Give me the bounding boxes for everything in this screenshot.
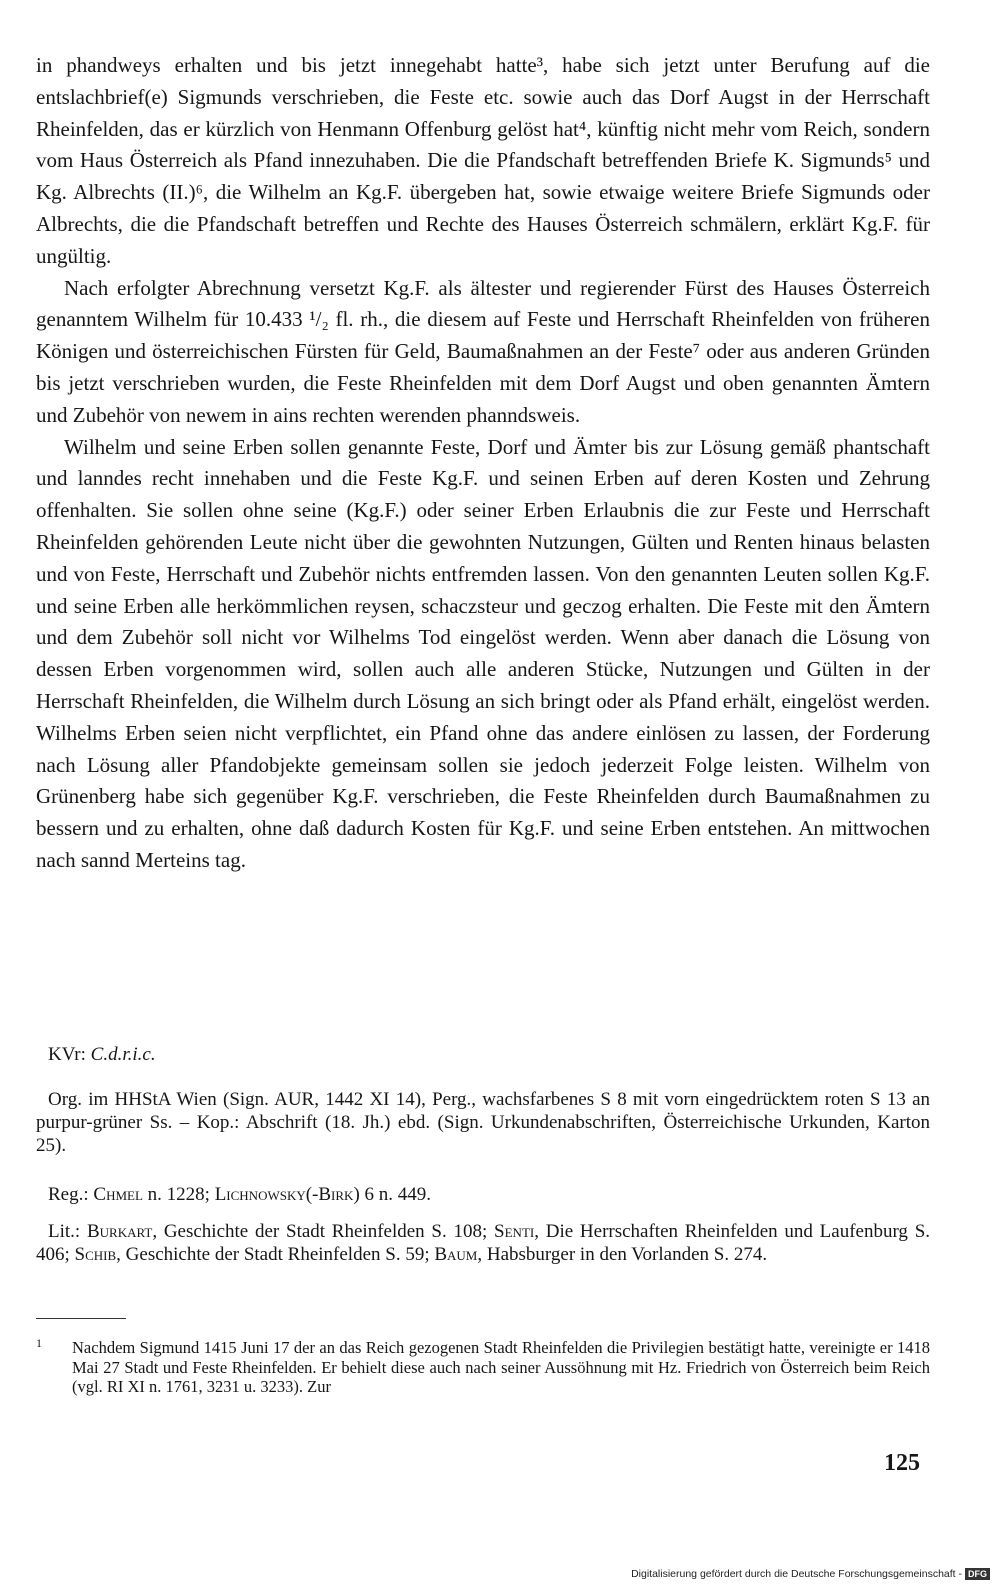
lit-text: , Die Herrschaften Rheinfelden und Laufenburg S. 406;: [36, 1221, 931, 1265]
lit-author: Senti: [494, 1221, 535, 1242]
footnote-1: [36, 1338, 930, 1397]
literature: [36, 1220, 930, 1266]
reg-text: 6 n. 449.: [359, 1184, 432, 1205]
footnote-mark: 1: [36, 1336, 42, 1350]
lit-author: Schib: [74, 1244, 117, 1265]
lit-text: , Geschichte der Stadt Rheinfelden S. 59;: [116, 1244, 435, 1265]
lit-text: , Geschichte der Stadt Rheinfelden S. 108;: [152, 1221, 495, 1242]
kvr-label: KVr:: [48, 1044, 86, 1065]
lit-author: Burkart: [86, 1221, 153, 1242]
lit-text: , Habsburger in den Vorlanden S. 274.: [477, 1244, 768, 1265]
page-number: 125: [884, 1450, 920, 1476]
credit-text: Digitalisierung gefördert durch die Deutsche Forschungsgemeinschaft -: [631, 1568, 962, 1580]
paragraph-3: Wilhelm und seine Erben sollen genannte Feste, Dorf und Ämter bis zur Lösung gemäß phantschaft und lanndes recht innehaben und die Feste Kg.F. und seinen Erben auf deren Kosten und Zehrung offenhalten. Sie sollen ohne seine (Kg.F.) oder seiner Erben Erlaubnis die zur Feste und Herrschaft Rheinfelden gehörenden Leute nicht über die gewohnten Nutzungen, Gülten und Renten hinaus belasten und von Feste, Herrschaft und Zubehör nichts entfremden lassen. Von den genannten Leuten sollen Kg.F. und seine Erben alle herkömmlichen reysen, schaczsteur und geczog erhalten. Die Feste mit den Ämtern und dem Zubehör soll nicht vor Wilhelms Tod eingelöst werden. Wenn aber danach die Lösung von dessen Erben vorgenommen wird, sollen auch alle anderen Stücke, Nutzungen und Gülten in der Herrschaft Rheinfelden, die Wilhelm durch Lösung an sich bringt oder als Pfand erhält, eingelöst werden. Wilhelms Erben seien nicht verpflichtet, ein Pfand ohne das andere einlösen zu lassen, der Forderung nach Lösung aller Pfandobjekte gemeinsam sollen sie jedoch jederzeit Folge leisten. Wilhelm von Grünenberg habe sich gegenüber Kg.F. verschrieben, die Feste Rheinfelden durch Baumaßnahmen zu bessern und zu erhalten, ohne daß dadurch Kosten für Kg.F. und seine Erben entstehen. An mittwochen nach sannd Merteins tag.: [36, 434, 930, 872]
kvr-line: [36, 1043, 930, 1066]
footnote-divider: [36, 1318, 126, 1319]
reg-author: Lichnowsky(-Birk): [214, 1184, 360, 1205]
footnote-text: Nachdem Sigmund 1415 Juni 17 der an das Reich gezogenen Stadt Rheinfelden die Privilegien bestätigt hatte, vereinigte er 1418 Mai 27 Stadt und Feste Rheinfelden. Er behielt diese auch nach seiner Aussöhnung mit Hz. Friedrich von Österreich beim Reich (vgl. RI XI n. 1761, 3231 u. 3233). Zur: [72, 1338, 930, 1396]
original-source: [36, 1088, 930, 1157]
regest-body: [36, 50, 930, 877]
regest-references: [36, 1183, 930, 1206]
digitization-credit: [631, 1568, 990, 1580]
lit-label: Lit.:: [48, 1221, 81, 1242]
reg-author: Chmel: [93, 1184, 143, 1205]
lit-author: Baum: [434, 1244, 478, 1265]
reg-label: Reg.:: [48, 1184, 89, 1205]
original-source-text: Org. im HHStA Wien (Sign. AUR, 1442 XI 14), Perg., wachsfarbenes S 8 mit vorn eingedrücktem roten S 13 an purpur-grüner Ss. – Kop.: Abschrift (18. Jh.) ebd. (Sign. Urkundenabschriften, Österreichische Urkunden, Karton 25).: [36, 1089, 930, 1156]
dfg-logo-icon: DFG: [965, 1568, 990, 1580]
reg-text: n. 1228;: [142, 1184, 215, 1205]
kvr-value: C.d.r.i.c.: [90, 1044, 156, 1065]
paragraph-2: Nach erfolgter Abrechnung versetzt Kg.F. als ältester und regierender Fürst des Hauses Österreich genanntem Wilhelm für 10.433 ¹/₂ fl. rh., die diesem auf Feste und Herrschaft Rheinfelden von früheren Königen und österreichischen Fürsten für Geld, Baumaßnahmen an der Feste⁷ oder aus anderen Gründen bis jetzt verschrieben wurden, die Feste Rheinfelden mit dem Dorf Augst und oben genannten Ämtern und Zubehör von newem in ains rechten werenden phanndsweis.: [36, 275, 930, 427]
paragraph-1: in phandweys erhalten und bis jetzt innegehabt hatte³, habe sich jetzt unter Berufung auf die entslachbrief(e) Sigmunds verschrieben, die Feste etc. sowie auch das Dorf Augst in der Herrschaft Rheinfelden, das er kürzlich von Henmann Offenburg gelöst hat⁴, künftig nicht mehr vom Reich, sondern vom Haus Österreich als Pfand innezuhaben. Die die Pfandschaft betreffenden Briefe K. Sigmunds⁵ und Kg. Albrechts (II.)⁶, die Wilhelm an Kg.F. übergeben hat, sowie etwaige weitere Briefe Sigmunds oder Albrechts, die die Pfandschaft betreffen und Rechte des Hauses Österreich schmälern, erklärt Kg.F. für ungültig.: [36, 53, 930, 268]
